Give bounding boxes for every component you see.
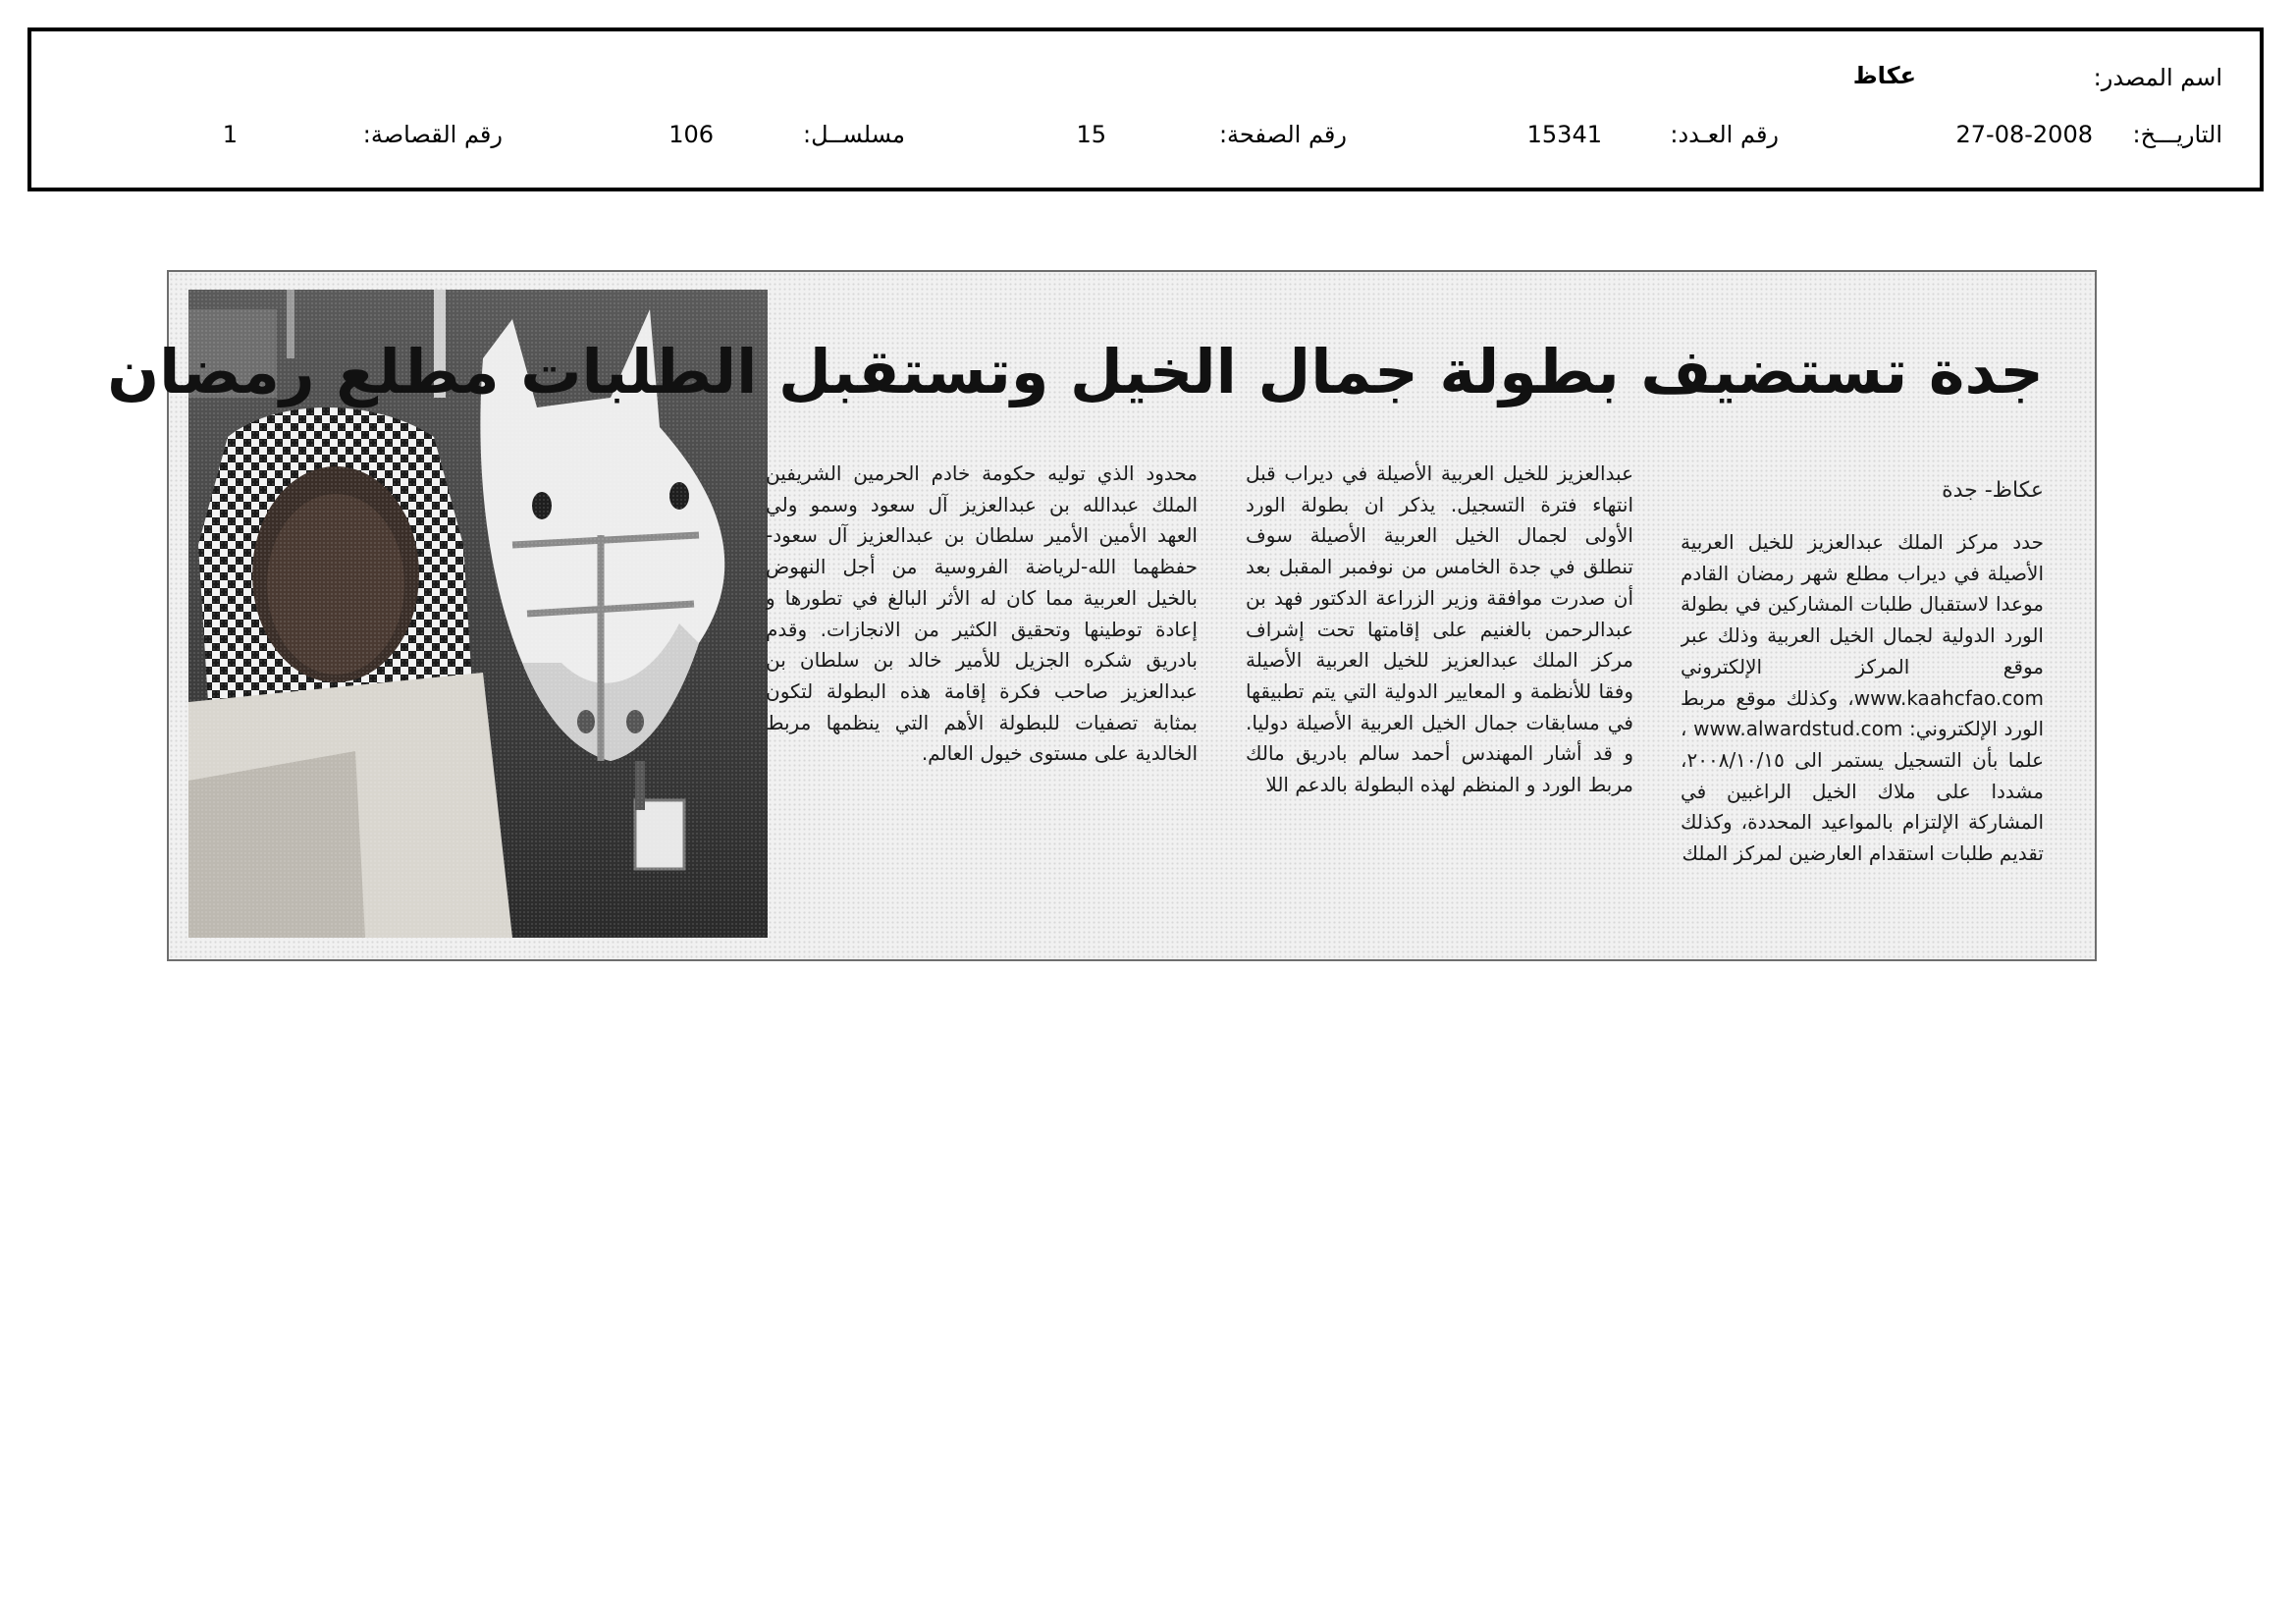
article-column-1: حدد مركز الملك عبدالعزيز للخيل العربية الأصيلة في ديراب مطلع شهر رمضان القادم موعدا لاستقبال طلبات المشاركين في بطولة الورد الدولية لجمال الخيل العربية وذلك عبر موقع المركز الإلكتروني www.kaahcfao.com، وكذلك موقع مربط الورد الإلكتروني: www.alwardstud.com ، علما بأن التسجيل يستمر الى ٢٠٠٨/١٠/١٥، مشددا على ملاك الخيل الراغبين في المشاركة الإلتزام بالمواعيد المحددة، وكذلك تقديم طلبات استقدام العارضين لمركز الملك bbox=[1681, 530, 2044, 866]
date-value: 27-08-2008 bbox=[1955, 121, 2093, 148]
newspaper-clipping bbox=[107, 270, 2097, 961]
date-label: التاريـــخ: bbox=[2132, 121, 2222, 148]
clip-number-label: رقم القصاصة: bbox=[362, 121, 503, 148]
clipping-metadata-box bbox=[27, 27, 2264, 191]
article-column-3: محدود الذي توليه حكومة خادم الحرمين الشريفين الملك عبدالله بن عبدالعزيز آل سعود وسمو ولي العهد الأمين الأمير سلطان بن عبدالعزيز آل سعود- حفظهما الله-لرياضة الفروسية من أجل النهوض بالخيل العربية مما كان له الأثر البالغ في تطورها و إعادة توطينها وتحقيق الكثير من الانجازات. وقدم بادريق شكره الجزيل للأمير خالد بن سلطان بن عبدالعزيز صاحب فكرة إقامة هذه البطولة لتكون بمثابة تصفيات للبطولة الأهم التي ينظمها مربط الخالدية على مستوى خيول العالم. bbox=[766, 461, 1198, 766]
article-headline: جدة تستضيف بطولة جمال الخيل وتستقبل الطلبات مطلع رمضان bbox=[107, 336, 2044, 407]
issue-number-label: رقم العـدد: bbox=[1670, 121, 1779, 148]
page-number-label: رقم الصفحة: bbox=[1218, 121, 1347, 148]
page-number-value: 15 bbox=[1076, 121, 1106, 148]
article-column-2: عبدالعزيز للخيل العربية الأصيلة في ديراب قبل انتهاء فترة التسجيل. يذكر ان بطولة الورد الأولى لجمال الخيل العربية الأصيلة سوف تنطلق في جدة الخامس من نوفمبر المقبل بعد أن صدرت موافقة وزير الزراعة الدكتور فهد بن عبدالرحمن بالغنيم على إقامتها تحت إشراف مركز الملك عبدالعزيز للخيل العربية الأصيلة وفقا للأنظمة و المعايير الدولية التي يتم تطبيقها في مسابقات جمال الخيل العربية الأصيلة دوليا. و قد أشار المهندس أحمد سالم بادريق مالك مربط الورد و المنظم لهذه البطولة بالدعم اللا bbox=[1246, 461, 1633, 797]
serial-label: مسلســل: bbox=[803, 121, 905, 148]
issue-number-value: 15341 bbox=[1526, 121, 1602, 148]
serial-value: 106 bbox=[668, 121, 714, 148]
source-value: عكاظ bbox=[1852, 62, 1916, 89]
clip-number-value: 1 bbox=[222, 121, 238, 148]
source-label: اسم المصدر: bbox=[2093, 64, 2222, 91]
article-byline: عكاظ- جدة bbox=[1942, 478, 2044, 503]
